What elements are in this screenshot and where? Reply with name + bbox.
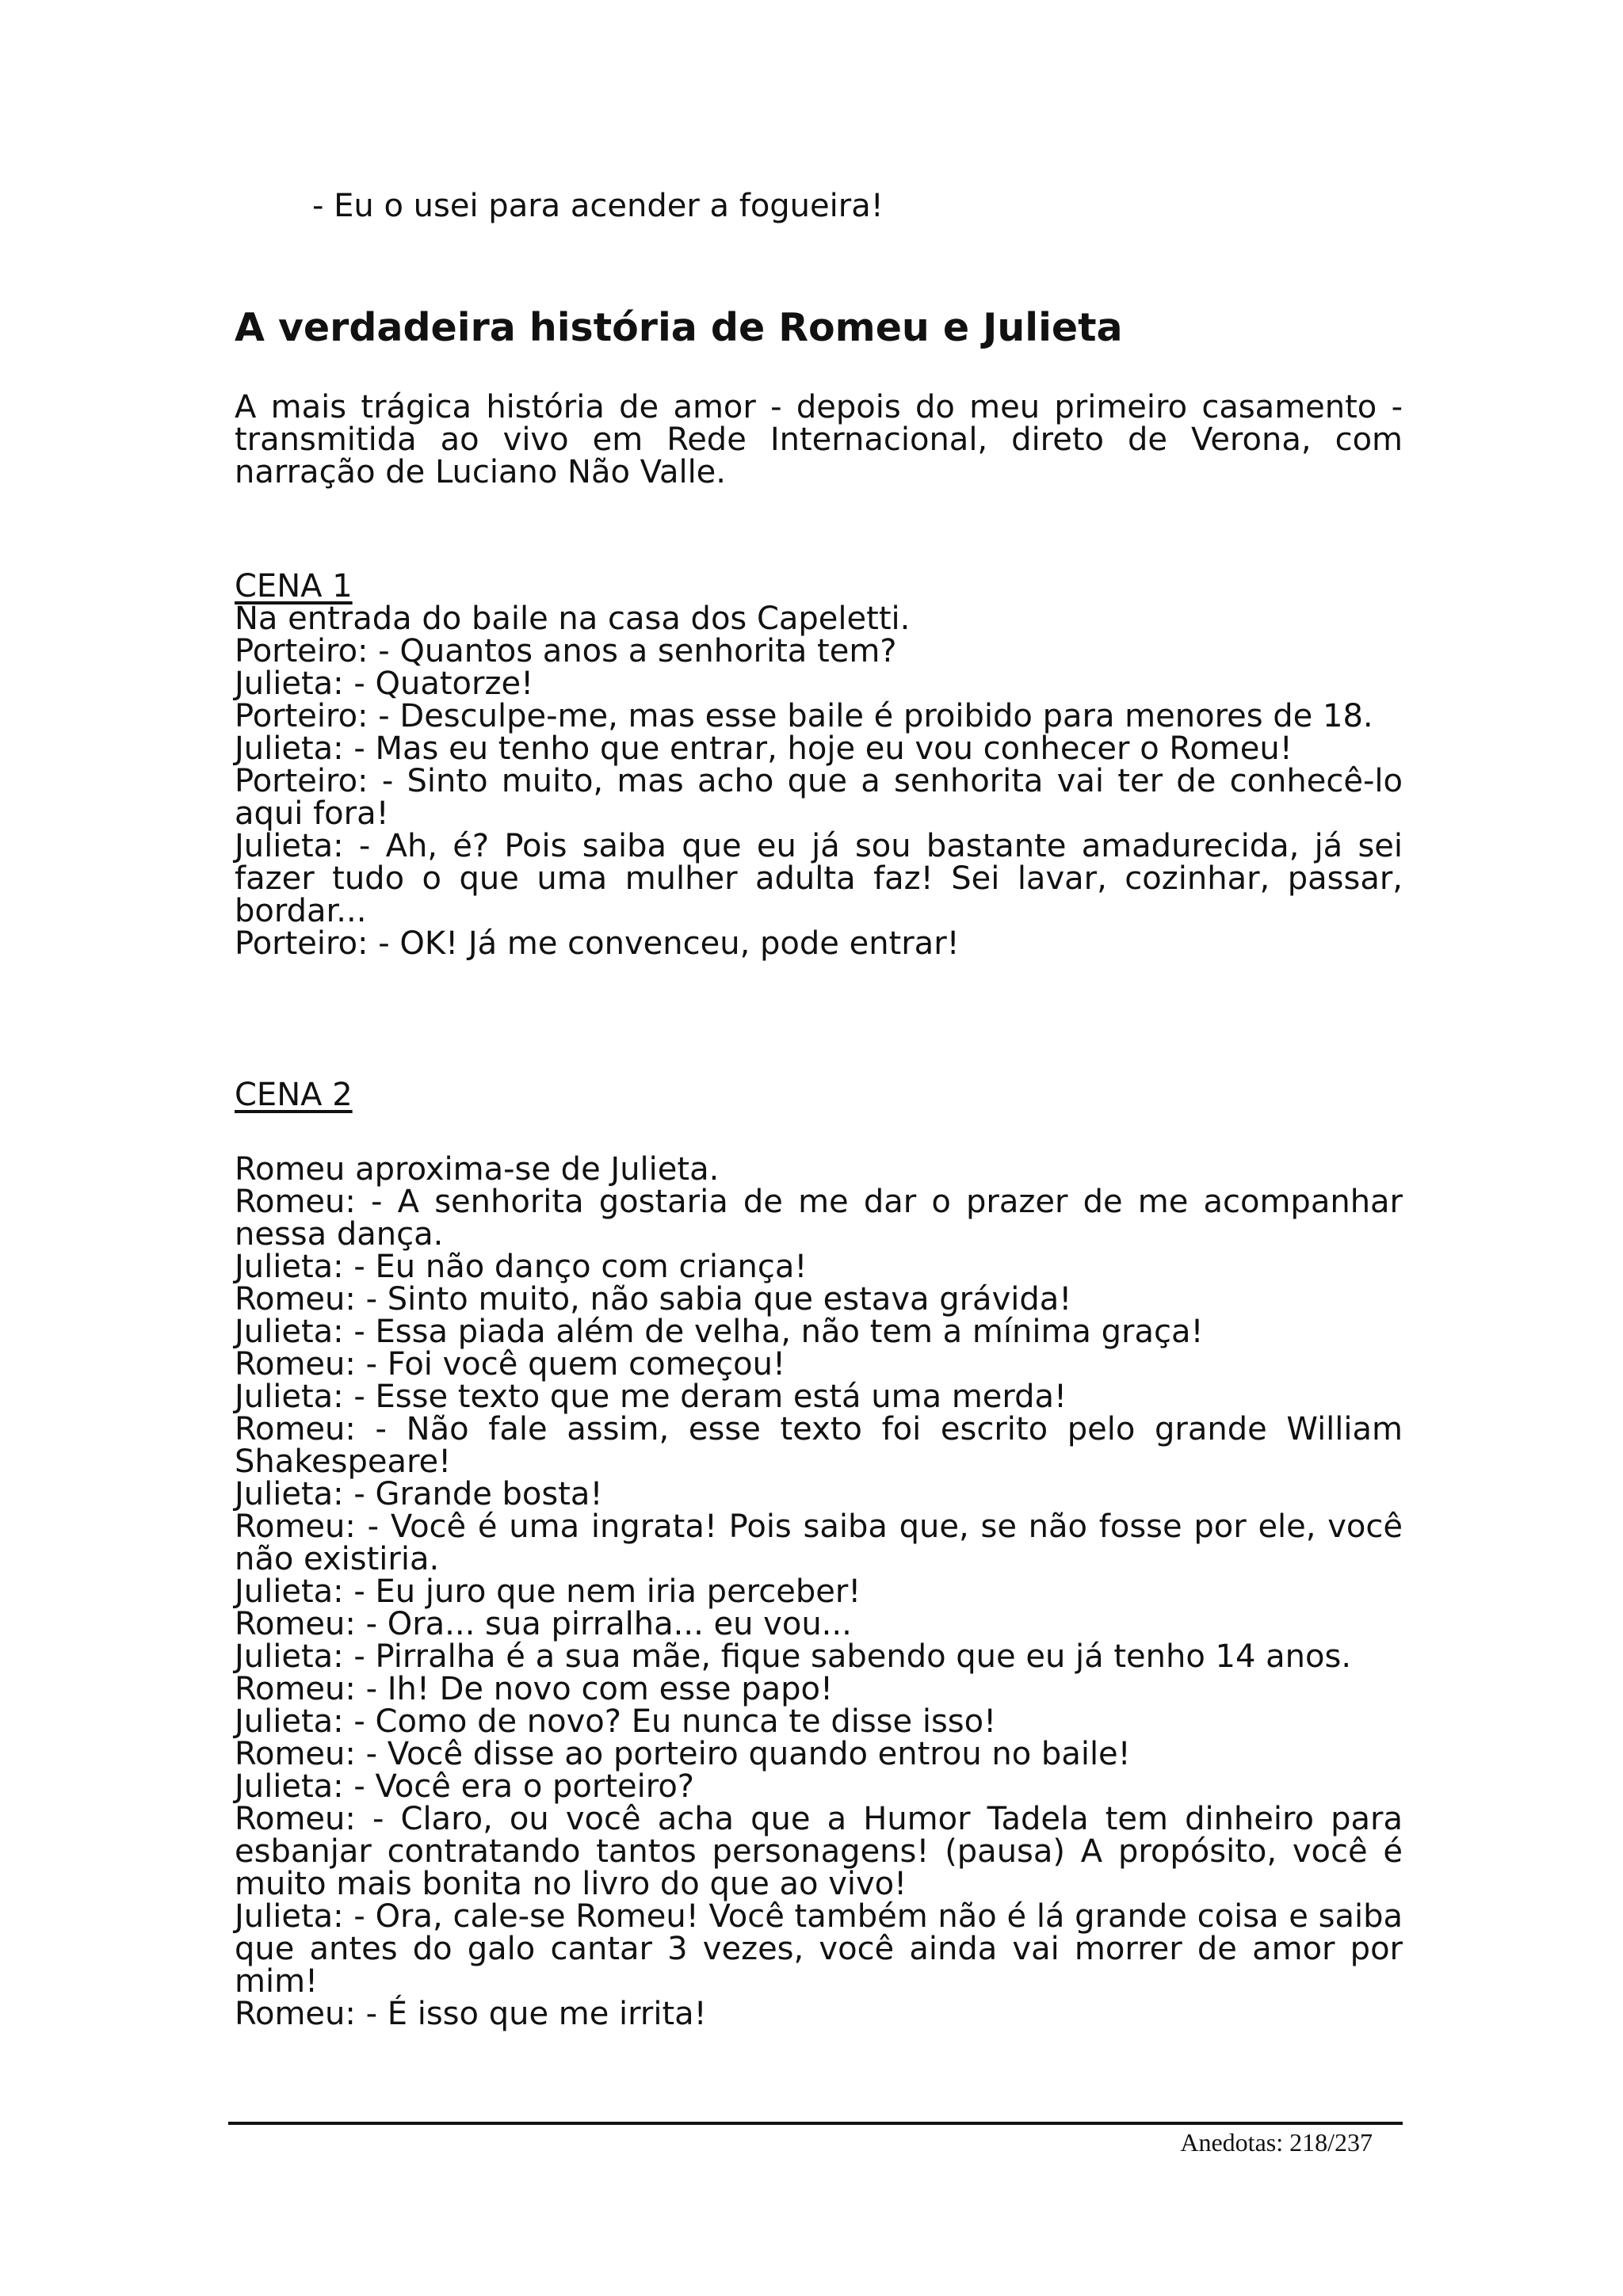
- scene-2-line: Julieta: - Eu não danço com criança!: [235, 1249, 808, 1285]
- scene-2-line: Julieta: - Ora, cale-se Romeu! Você também não é lá grande coisa e saiba que antes do galo cantar 3 vezes, você ainda vai morrer de amor por mim!: [235, 1898, 1403, 2000]
- scene-2-line: Romeu: - Sinto muito, não sabia que estava grávida!: [235, 1281, 1072, 1318]
- scene-1-line: Na entrada do baile na casa dos Capeletti.: [235, 601, 911, 637]
- scene-2-line: Romeu aproxima-se de Julieta.: [235, 1151, 720, 1188]
- scene-2-line: Romeu: - Claro, ou você acha que a Humor Tadela tem dinheiro para esbanjar contratando tantos personagens! (pausa) A propósito, você é muito mais bonita no livro do que ao vivo!: [235, 1801, 1403, 1902]
- scene-2-line: Romeu: - Você é uma ingrata! Pois saiba que, se não fosse por ele, você não existiria.: [235, 1508, 1403, 1577]
- scene-1: [235, 570, 1403, 960]
- scene-2-line: Romeu: - Não fale assim, esse texto foi escrito pelo grande William Shakespeare!: [235, 1411, 1403, 1480]
- scene-1-line: Porteiro: - OK! Já me convenceu, pode entrar!: [235, 925, 960, 962]
- scene-1-line: Porteiro: - Quantos anos a senhorita tem?: [235, 633, 897, 669]
- scene-1-line: Porteiro: - Desculpe-me, mas esse baile é proibido para menores de 18.: [235, 698, 1373, 734]
- scene-1-heading: CENA 1: [235, 568, 353, 605]
- scene-2-line: Julieta: - Esse texto que me deram está uma merda!: [235, 1379, 1067, 1415]
- scene-2-heading-block: [235, 1079, 1403, 1112]
- scene-1-line: Julieta: - Mas eu tenho que entrar, hoje eu vou conhecer o Romeu!: [235, 730, 1293, 767]
- scene-2-line: Julieta: - Pirralha é a sua mãe, fique sabendo que eu já tenho 14 anos.: [235, 1638, 1352, 1675]
- intro-paragraph: A mais trágica história de amor - depois do meu primeiro casamento - transmitida ao vivo em Rede Internacional, direto de Verona, com narração de Luciano Não Valle.: [235, 389, 1403, 490]
- lead-line: - Eu o usei para acender a fogueira!: [312, 188, 884, 224]
- scene-2: [235, 1151, 1403, 2032]
- scene-2-line: Romeu: - Ora... sua pirralha... eu vou...: [235, 1606, 852, 1642]
- scene-1-line: Julieta: - Quatorze!: [235, 666, 534, 702]
- scene-2-line: Romeu: - Ih! De novo com esse papo!: [235, 1671, 833, 1707]
- scene-1-line: Porteiro: - Sinto muito, mas acho que a senhorita vai ter de conhecê-lo aqui fora!: [235, 763, 1403, 832]
- story-title: A verdadeira história de Romeu e Julieta: [235, 305, 1123, 350]
- scene-2-line: Julieta: - Grande bosta!: [235, 1476, 603, 1512]
- scene-2-line: Romeu: - Você disse ao porteiro quando entrou no baile!: [235, 1736, 1131, 1772]
- page-footer: Anedotas: 218/237: [1180, 2128, 1373, 2157]
- scene-2-line: Romeu: - A senhorita gostaria de me dar o prazer de me acompanhar nessa dança.: [235, 1184, 1403, 1253]
- scene-2-line: Julieta: - Você era o porteiro?: [235, 1768, 695, 1805]
- scene-2-line: Romeu: - É isso que me irrita!: [235, 1996, 707, 2032]
- scene-2-line: Romeu: - Foi você quem começou!: [235, 1346, 785, 1383]
- scene-2-heading: CENA 2: [235, 1077, 353, 1113]
- scene-2-line: Julieta: - Como de novo? Eu nunca te disse isso!: [235, 1703, 997, 1740]
- scene-2-line: Julieta: - Eu juro que nem iria perceber!: [235, 1573, 861, 1610]
- scene-2-line: Julieta: - Essa piada além de velha, não tem a mínima graça!: [235, 1314, 1204, 1350]
- footer-rule: [228, 2122, 1403, 2125]
- scene-1-line: Julieta: - Ah, é? Pois saiba que eu já sou bastante amadurecida, já sei fazer tudo o que uma mulher adulta faz! Sei lavar, cozinhar, passar, bordar...: [235, 828, 1403, 929]
